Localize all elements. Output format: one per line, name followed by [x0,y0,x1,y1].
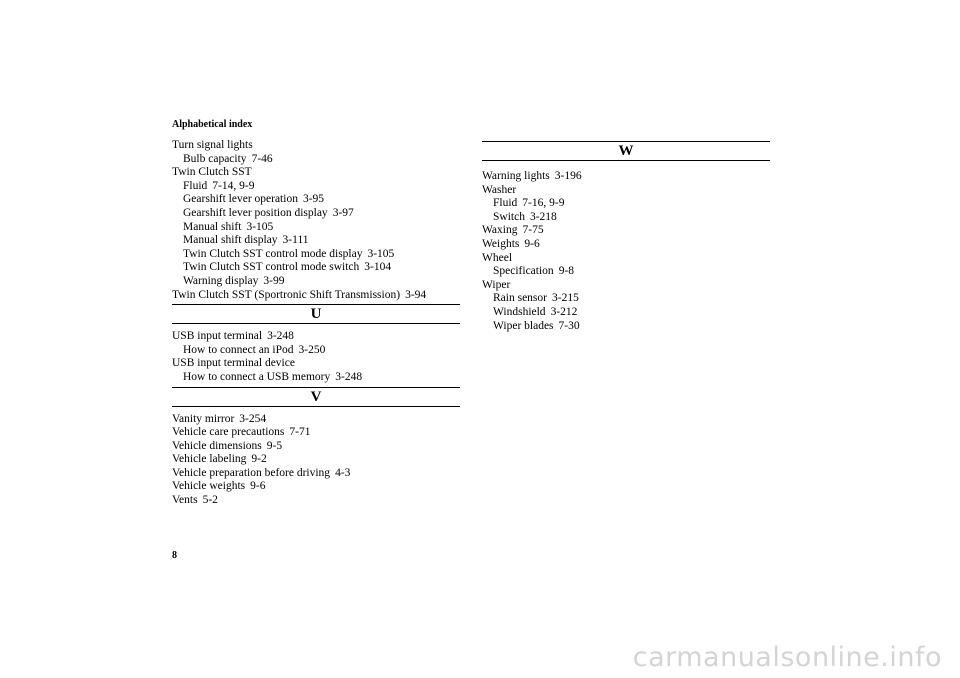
page-ref: 7-75 [522,224,544,237]
index-subentry [482,265,770,279]
page-ref: 4-3 [335,466,351,479]
entry-text: Turn signal lights [172,139,253,151]
index-entry [172,166,460,180]
entry-text: Vents [172,494,198,507]
entry-text: Fluid [493,197,518,210]
index-entry [172,494,460,508]
page-ref: 3-99 [263,274,285,287]
index-subentry [172,344,460,358]
page-ref: 9-6 [524,237,540,250]
index-subentry [172,234,460,248]
index-entry [172,440,460,454]
page-header-title: Alphabetical index [172,119,253,130]
page-ref: 3-95 [302,193,325,206]
index-subentry [172,221,460,235]
index-subentry [172,207,460,221]
page-ref: 7-30 [558,319,580,332]
index-entry [172,426,460,440]
page-ref: 7-14, 9-9 [212,179,255,192]
page-ref: 9-6 [250,480,266,493]
page-ref: 3-94 [405,288,427,301]
entry-text: Vehicle labeling [172,453,247,466]
index-subentry [172,193,460,207]
entry-text: Fluid [183,179,208,192]
entry-text: USB input terminal device [172,357,295,370]
entry-text: Switch [493,210,525,223]
entry-text: Vehicle weights [172,480,246,493]
page-ref: 3-212 [550,305,578,318]
page-ref: 3-254 [239,412,267,425]
entry-text: Wiper [482,278,511,291]
index-entry [482,252,770,266]
entry-text: Bulb capacity [183,152,247,165]
index-subentry [172,153,460,167]
entry-text: Warning lights [482,170,550,182]
index-subentry [482,211,770,225]
page-number: 8 [172,550,177,561]
entry-text: Windshield [493,305,546,318]
entry-text: Gearshift lever position display [183,206,328,219]
page-ref: 3-248 [267,330,294,343]
section-heading-u: U [172,304,460,324]
entry-text: How to connect an iPod [183,343,294,356]
page-ref: 3-250 [298,343,326,356]
index-entry [172,453,460,467]
entry-text: Twin Clutch SST control mode switch [183,261,360,274]
entry-text: Vehicle care precautions [172,426,285,439]
entry-text: Waxing [482,224,518,237]
entry-text: Vehicle preparation before driving [172,466,331,479]
entry-text: Wheel [482,251,513,264]
page-ref: 7-46 [251,152,273,165]
entry-text: Weights [482,237,520,250]
page-ref: 3-215 [551,292,579,305]
index-entry [482,224,770,238]
page-ref: 3-97 [332,206,354,219]
index-subentry [172,248,460,262]
index-entry [172,139,460,153]
entry-text: Vanity mirror [172,412,235,425]
entry-text: How to connect a USB memory [183,370,331,383]
entry-text: Twin Clutch SST control mode display [183,247,363,260]
entry-text: Washer [482,183,517,196]
page-ref: 3-218 [529,210,557,223]
index-subentry [482,320,770,334]
page-ref: 7-71 [289,426,311,439]
page-ref: 3-196 [554,170,582,182]
page-ref: 3-105 [246,220,274,233]
section-heading-v: V [172,387,460,407]
page-ref: 3-248 [335,370,363,383]
index-entry [172,289,460,303]
page-ref: 3-104 [364,261,392,274]
entry-text: Twin Clutch SST [172,166,252,179]
entry-text: USB input terminal [172,330,263,343]
entry-text: Wiper blades [493,319,554,332]
section-heading-w: W [482,141,770,161]
entry-text: Manual shift display [183,234,278,247]
entry-text: Specification [493,265,554,278]
entry-text: Vehicle dimensions [172,439,262,452]
index-entry [482,170,770,184]
page-ref: 5-2 [202,494,218,507]
index-column-left [172,139,460,508]
page-ref: 3-105 [367,247,395,260]
index-entry [172,467,460,481]
page-ref: 9-2 [251,453,267,466]
index-entry [482,279,770,293]
page-ref: 9-5 [266,439,283,452]
index-column-right [482,141,770,333]
watermark-text: carmanualsonline.info [632,642,942,673]
entry-text: Gearshift lever operation [183,193,298,206]
index-entry [172,413,460,427]
index-entry [172,480,460,494]
entry-text: Manual shift [183,220,242,233]
page-ref: 7-16, 9-9 [522,197,565,210]
index-subentry [482,306,770,320]
index-entry [482,184,770,198]
index-subentry [482,292,770,306]
index-entry [172,357,460,371]
entry-text: Warning display [183,274,259,287]
index-subentry [172,180,460,194]
entry-text: Twin Clutch SST (Sportronic Shift Transmission) [172,288,401,301]
index-subentry [482,197,770,211]
index-subentry [172,371,460,385]
page-ref: 3-111 [282,234,309,247]
index-subentry [172,261,460,275]
entry-text: Rain sensor [493,292,547,305]
index-entry [172,330,460,344]
index-entry [482,238,770,252]
page-ref: 9-8 [558,265,575,278]
index-subentry [172,275,460,289]
